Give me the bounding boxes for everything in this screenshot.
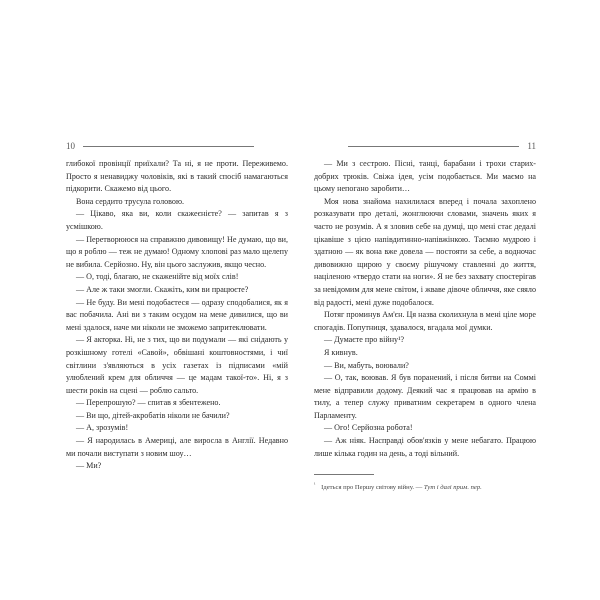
- footnote-rule: [314, 474, 374, 475]
- footnote-text: Ідеться про Першу світову війну. —: [321, 484, 423, 492]
- page-number-right: 11: [527, 140, 536, 151]
- right-page: [314, 140, 536, 492]
- paragraph: — Ми?: [76, 461, 102, 471]
- paragraph: — Думаєте про війну¹?: [324, 335, 405, 345]
- paragraph: — Але ж таки змогли. Скажіть, ким ви працюєте?: [76, 284, 249, 294]
- paragraph: Моя нова знайома нахилилася вперед і почала захоплено розказувати про деталі, жонглюючи словами, значень яких я часто не розумів. А я зловив себе на думці, що мені стає дедалі цікавіше з цією напівдитинно-напівжінкою. Таємно мудрою і здатною — як вона вже довела — постояти за себе, а водночас дивовижно щирою у своєму рішучому ставленні до життя, націленою «твердо стати на ноги». Я не без захвату спостерігав за невідомим для мене світом, і жваве дівоче обличчя, яке сяяло від радості, мені дуже подобалося.: [314, 196, 536, 307]
- paragraph: — О, тоді, благаю, не скаженійте від моїх слів!: [76, 272, 239, 282]
- paragraph: — Не буду. Ви мені подобаєтеся — одразу сподобалися, як я вас побачила. Ані ви з таким осудом на мене дивилися, що ви мені здалося, наче ми ніколи не зможемо запритеклювати.: [66, 297, 288, 332]
- header-rule: [83, 146, 254, 147]
- left-page-text: [66, 158, 288, 473]
- left-page-header: [66, 140, 288, 152]
- paragraph: — Аж ніяк. Насправді обов'язків у мене небагато. Працюю лише кілька годин на день, а тоді вільний.: [314, 436, 536, 458]
- footnote-italic: Тут і далі прим. пер.: [423, 484, 482, 492]
- paragraph: — Перепрошую? — спитав я збентежено.: [76, 398, 221, 408]
- footnote: [314, 481, 536, 492]
- paragraph: — Ми з сестрою. Пісні, танці, барабани і трохи старих-добрих трюків. Свіжа ідея, усім подобається. Ми маємо на цьому непогано заробити…: [314, 159, 536, 194]
- paragraph: — Ви, мабуть, воювали?: [324, 360, 409, 370]
- paragraph: Вона сердито трусула головою.: [76, 196, 185, 206]
- footnote-marker: ¹: [314, 483, 316, 489]
- paragraph: — Ви що, дітей-акробатів ніколи не бачили?: [76, 410, 230, 420]
- paragraph: — О, так, воював. Я був поранений, і після битви на Соммі мене відправили додому. Деякий час я працював на армію в тилу, а тепер служу приватним секретарем в одного члена Парламенту.: [314, 373, 536, 420]
- paragraph: — Я народилась в Америці, але виросла в Англії. Недавно ми почали виступати з новим шоу…: [66, 436, 288, 458]
- paragraph: — А, зрозумів!: [76, 423, 129, 433]
- right-page-text: [314, 158, 536, 460]
- paragraph: — Цікаво, яка ви, коли скажеєнієте? — запитав я з усмішкою.: [66, 209, 288, 231]
- right-page-header: [314, 140, 536, 152]
- header-rule: [348, 146, 519, 147]
- page-number-left: 10: [66, 140, 75, 151]
- paragraph: — Я акторка. Ні, не з тих, що ви подумали — які снідають у розкішному готелі «Савой», обвішані коштовностями, і чиї світлини з'являються в усіх газетах із підписами «мій улюблений крем для обличчя — це мадам такої-то». Ні, я з шести років на сцені — роблю сальто.: [66, 335, 288, 395]
- paragraph: Потяг проминув Ам'єн. Ця назва сколихнула в мені ціле море спогадів. Попутниця, здавалося, вгадала мої думки.: [314, 310, 536, 332]
- paragraph: — Ого! Серйозна робота!: [324, 423, 413, 433]
- paragraph: — Перетворююся на справжню дивовищу! Не думаю, що ви, що я роблю — теж не думаю! Одному хлопові раз мало щелепу не вибила. Серйозно. Ну, він цього заслужив, якщо чесно.: [66, 234, 288, 269]
- left-page: [66, 140, 288, 473]
- paragraph: глибокої провінції приїхали? Та ні, я не проти. Переживемо. Просто я ненавиджу чоловіків, які в такий спосіб намагаються підкорити. Скажемо від цього.: [66, 159, 288, 194]
- paragraph: Я кивнув.: [324, 347, 358, 357]
